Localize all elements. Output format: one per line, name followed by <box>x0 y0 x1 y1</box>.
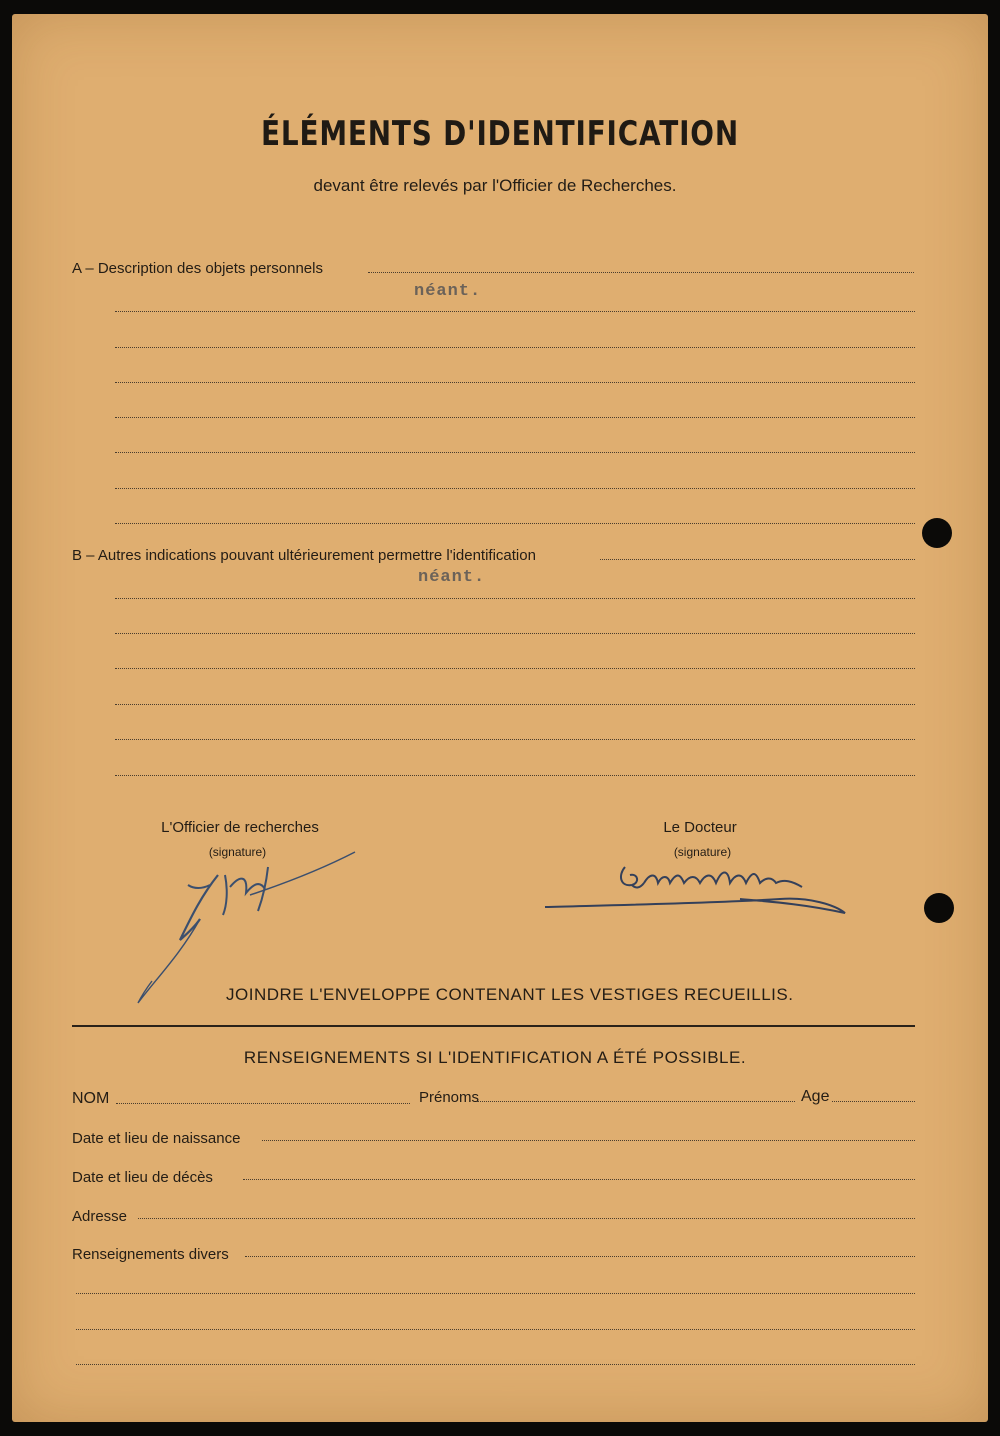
divers-line[interactable] <box>76 1329 915 1330</box>
divers-field[interactable] <box>245 1256 915 1257</box>
punch-hole <box>922 518 952 548</box>
doctor-signature-label: Le Docteur <box>663 819 737 836</box>
deces-label: Date et lieu de décès <box>72 1169 213 1186</box>
adresse-field[interactable] <box>138 1218 915 1219</box>
section-a-label: A – Description des objets personnels <box>72 260 323 277</box>
section-a-line <box>115 452 915 453</box>
document-subtitle: devant être relevés par l'Officier de Recherches. <box>313 176 677 195</box>
section-b-line <box>115 775 915 776</box>
adresse-label: Adresse <box>72 1208 128 1225</box>
section-b-line <box>115 739 915 740</box>
deces-field[interactable] <box>243 1179 915 1180</box>
section-a-line <box>115 382 915 383</box>
section-a-line <box>115 347 915 348</box>
naissance-field[interactable] <box>262 1140 915 1141</box>
nom-label: NOM <box>72 1090 110 1107</box>
divers-line[interactable] <box>76 1364 915 1365</box>
section-a-line <box>115 417 915 418</box>
naissance-label: Date et lieu de naissance <box>72 1130 241 1147</box>
section-b-line <box>115 598 915 599</box>
section-b-typed-value: néant. <box>418 568 486 587</box>
section-a-line <box>115 488 915 489</box>
section-b-line <box>115 704 915 705</box>
section-a-line <box>115 523 915 524</box>
document-title: ÉLÉMENTS D'IDENTIFICATION <box>261 114 739 154</box>
age-field[interactable] <box>832 1101 915 1102</box>
instruction-text: JOINDRE L'ENVELOPPE CONTENANT LES VESTIGES RECUEILLIS. <box>226 985 794 1004</box>
age-label: Age <box>801 1088 830 1105</box>
officer-signature-sub: (signature) <box>208 845 267 859</box>
divers-label: Renseignements divers <box>72 1246 229 1263</box>
doctor-signature-sub: (signature) <box>673 845 732 859</box>
section-b-line <box>115 668 915 669</box>
section-a-line <box>115 311 915 312</box>
section-a-typed-value: néant. <box>414 282 482 301</box>
section-b-label: B – Autres indications pouvant ultérieurement permettre l'identification <box>72 547 536 564</box>
prenoms-label: Prénoms <box>419 1089 480 1106</box>
officer-signature-label: L'Officier de recherches <box>161 819 319 836</box>
punch-hole <box>924 893 954 923</box>
section-c-heading: RENSEIGNEMENTS SI L'IDENTIFICATION A ÉTÉ POSSIBLE. <box>243 1048 747 1067</box>
section-a-line <box>368 272 914 273</box>
section-b-line <box>600 559 915 560</box>
divider-rule <box>72 1025 915 1027</box>
prenoms-field[interactable] <box>477 1101 795 1102</box>
form-sheet <box>12 14 988 1422</box>
divers-line[interactable] <box>76 1293 915 1294</box>
doctor-signature <box>540 855 850 920</box>
section-b-line <box>115 633 915 634</box>
nom-field[interactable] <box>116 1103 410 1104</box>
